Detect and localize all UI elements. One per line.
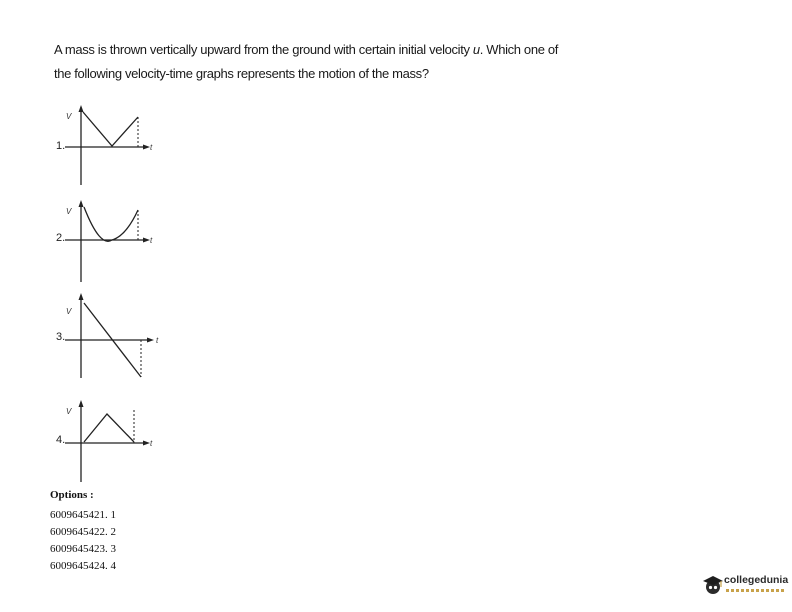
graph-2-x-label: t [150,236,153,245]
graph-2-x-arrow [143,238,150,243]
options-title: Options : [50,489,94,501]
graph-1-curve [83,112,138,146]
collegedunia-logo [702,572,790,602]
option-3: 6009645423. 3 [50,543,116,555]
question-text-after: . Which one of the following velocity-time graphs represents the motion of the mass? [54,42,558,81]
question-variable: u [472,42,480,57]
graph-4-y-arrow [79,400,84,407]
graph-4-y-label: V [66,407,72,416]
graph-1-number: 1. [56,140,66,152]
graph-1-y-arrow [79,105,84,112]
graph-3-curve [84,303,141,377]
graph-2-y-arrow [79,200,84,207]
logo-tagline [726,589,786,592]
graph-4-x-arrow [143,441,150,446]
graph-2-number: 2. [56,232,66,244]
graduation-cap-icon [702,574,724,596]
graph-4-x-label: t [150,439,153,448]
graph-3-number: 3. [56,331,66,343]
graph-3-y-arrow [79,293,84,300]
option-2: 6009645422. 2 [50,526,116,538]
graph-1-y-label: V [66,112,72,121]
graph-3-x-label: t [156,336,159,345]
option-1: 6009645421. 1 [50,509,116,521]
graph-1-x-label: t [150,143,153,152]
question-text-before: A mass is thrown vertically upward from the ground with certain initial velocity [54,42,473,57]
question-text [54,38,574,86]
graph-2-curve [84,207,138,241]
graph-2-y-label: V [66,207,72,216]
logo-brand-text: collegedunia [724,574,789,586]
graph-3-y-label: V [66,307,72,316]
option-4: 6009645424. 4 [50,560,116,572]
graph-4-number: 4. [56,434,66,446]
graph-1-x-arrow [143,145,150,150]
graph-3-x-arrow [147,338,154,343]
graph-4-curve [84,414,134,442]
